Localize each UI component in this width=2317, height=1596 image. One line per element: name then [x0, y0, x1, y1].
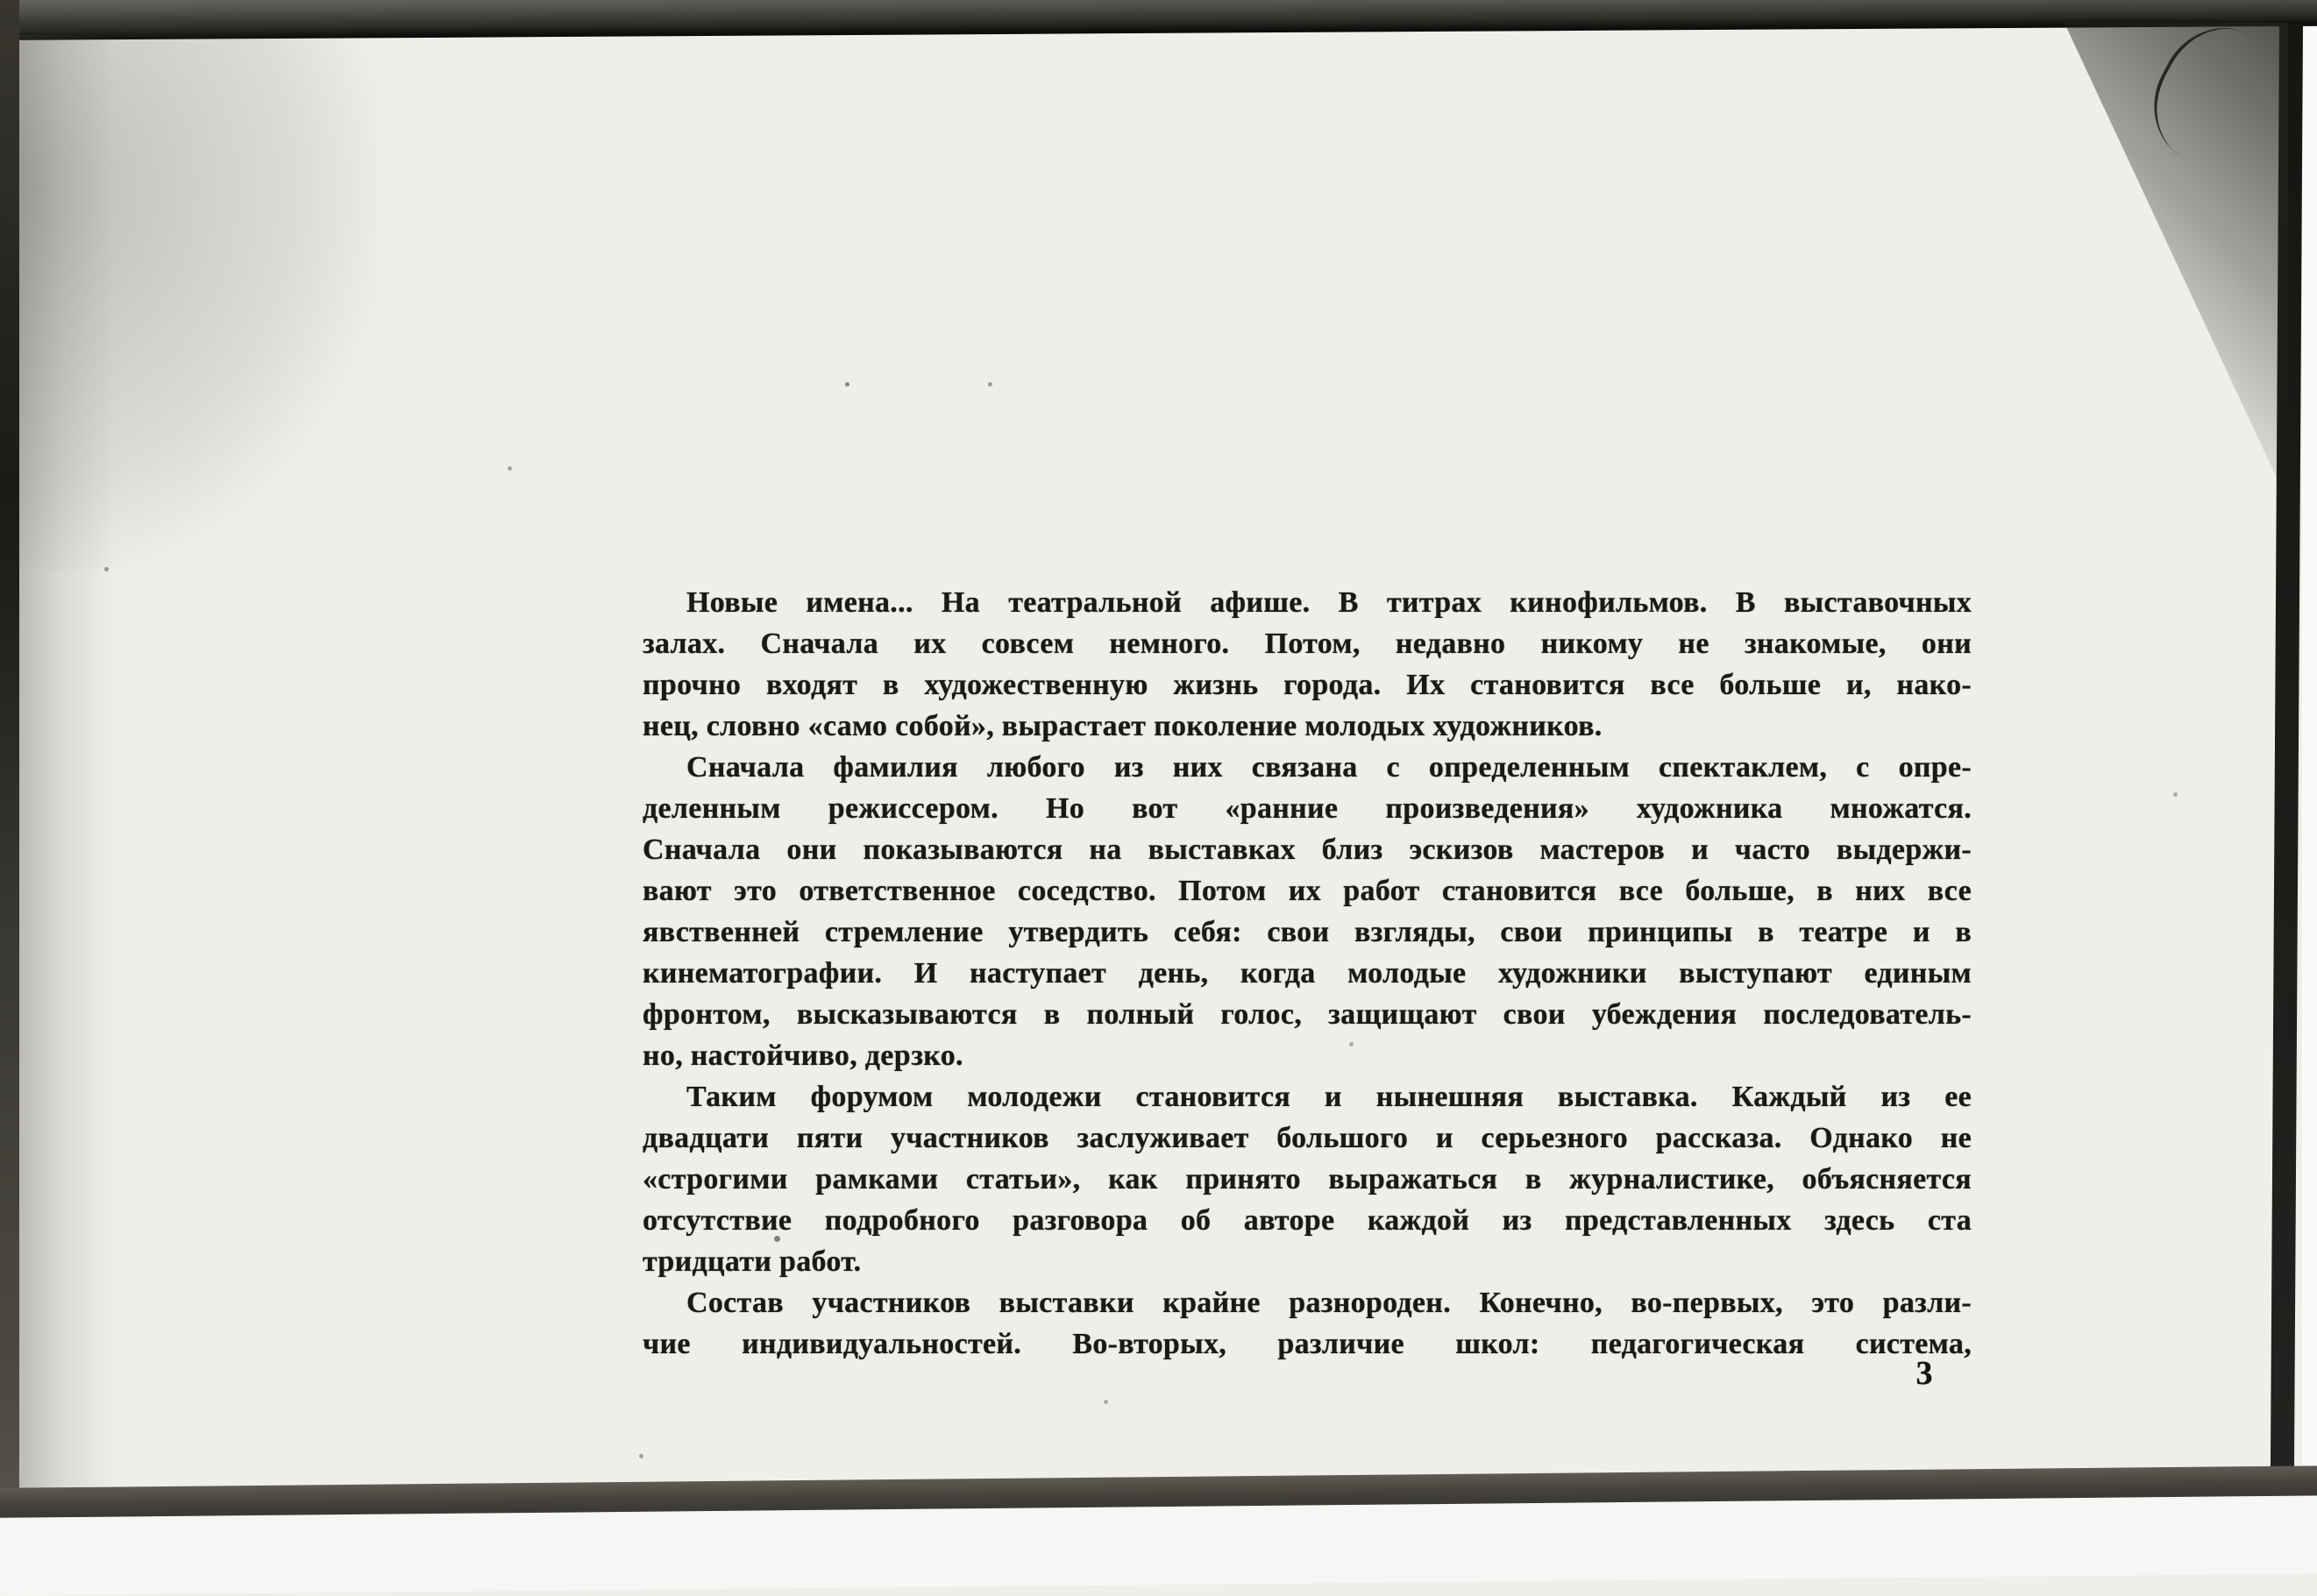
- text-line: кинематографии. И наступает день, когда молодые художники выступают единым: [643, 957, 1972, 990]
- text-line: вают это ответственное соседство. Потом их работ становится все больше, в них все: [643, 875, 1972, 907]
- text-line: Сначала они показываются на выставках близ эскизов мастеров и часто выдержи-: [643, 833, 1972, 866]
- text-line: двадцати пяти участников заслуживает большого и серьезного рассказа. Однако не: [643, 1122, 1972, 1154]
- text-line: нец, словно «само собой», вырастает поколение молодых художников.: [643, 710, 1603, 742]
- text-line: «строгими рамками статьи», как принято выражаться в журналистике, объясняется: [643, 1163, 1972, 1195]
- scanner-background-right: [2302, 0, 2317, 1508]
- text-line: Новые имена... На театральной афише. В титрах кинофильмов. В выставочных: [686, 586, 1972, 619]
- text-line: тридцати работ.: [643, 1245, 862, 1278]
- text-line: но, настойчиво, дерзко.: [643, 1039, 963, 1072]
- page-text: [643, 582, 1972, 1365]
- text-line: чие индивидуальностей. Во-вторых, различие школ: педагогическая система,: [643, 1328, 1972, 1360]
- page-corner-shadow-top-left: [0, 26, 377, 570]
- text-line: явственней стремление утвердить себя: свои взгляды, свои принципы в театре и в: [643, 916, 1972, 948]
- text-line: Состав участников выставки крайне разнороден. Конечно, во-первых, это разли-: [686, 1287, 1972, 1319]
- page-number: 3: [1915, 1355, 1933, 1392]
- text-line: Таким форумом молодежи становится и нынешняя выставка. Каждый из ее: [686, 1081, 1972, 1113]
- text-line: отсутствие подробного разговора об авторе каждой из представленных здесь ста: [643, 1204, 1972, 1237]
- text-line: прочно входят в художественную жизнь города. Их становится все больше и, нако-: [643, 669, 1972, 701]
- scan-specks: [0, 0, 3, 3]
- text-line: залах. Сначала их совсем немного. Потом, недавно никому не знакомые, они: [643, 628, 1972, 660]
- text-line: Сначала фамилия любого из них связана с определенным спектаклем, с опре-: [686, 751, 1972, 784]
- text-line: деленным режиссером. Но вот «ранние произведения» художника множатся.: [643, 792, 1972, 825]
- text-line: фронтом, высказываются в полный голос, защищают свои убеждения последователь-: [643, 998, 1972, 1031]
